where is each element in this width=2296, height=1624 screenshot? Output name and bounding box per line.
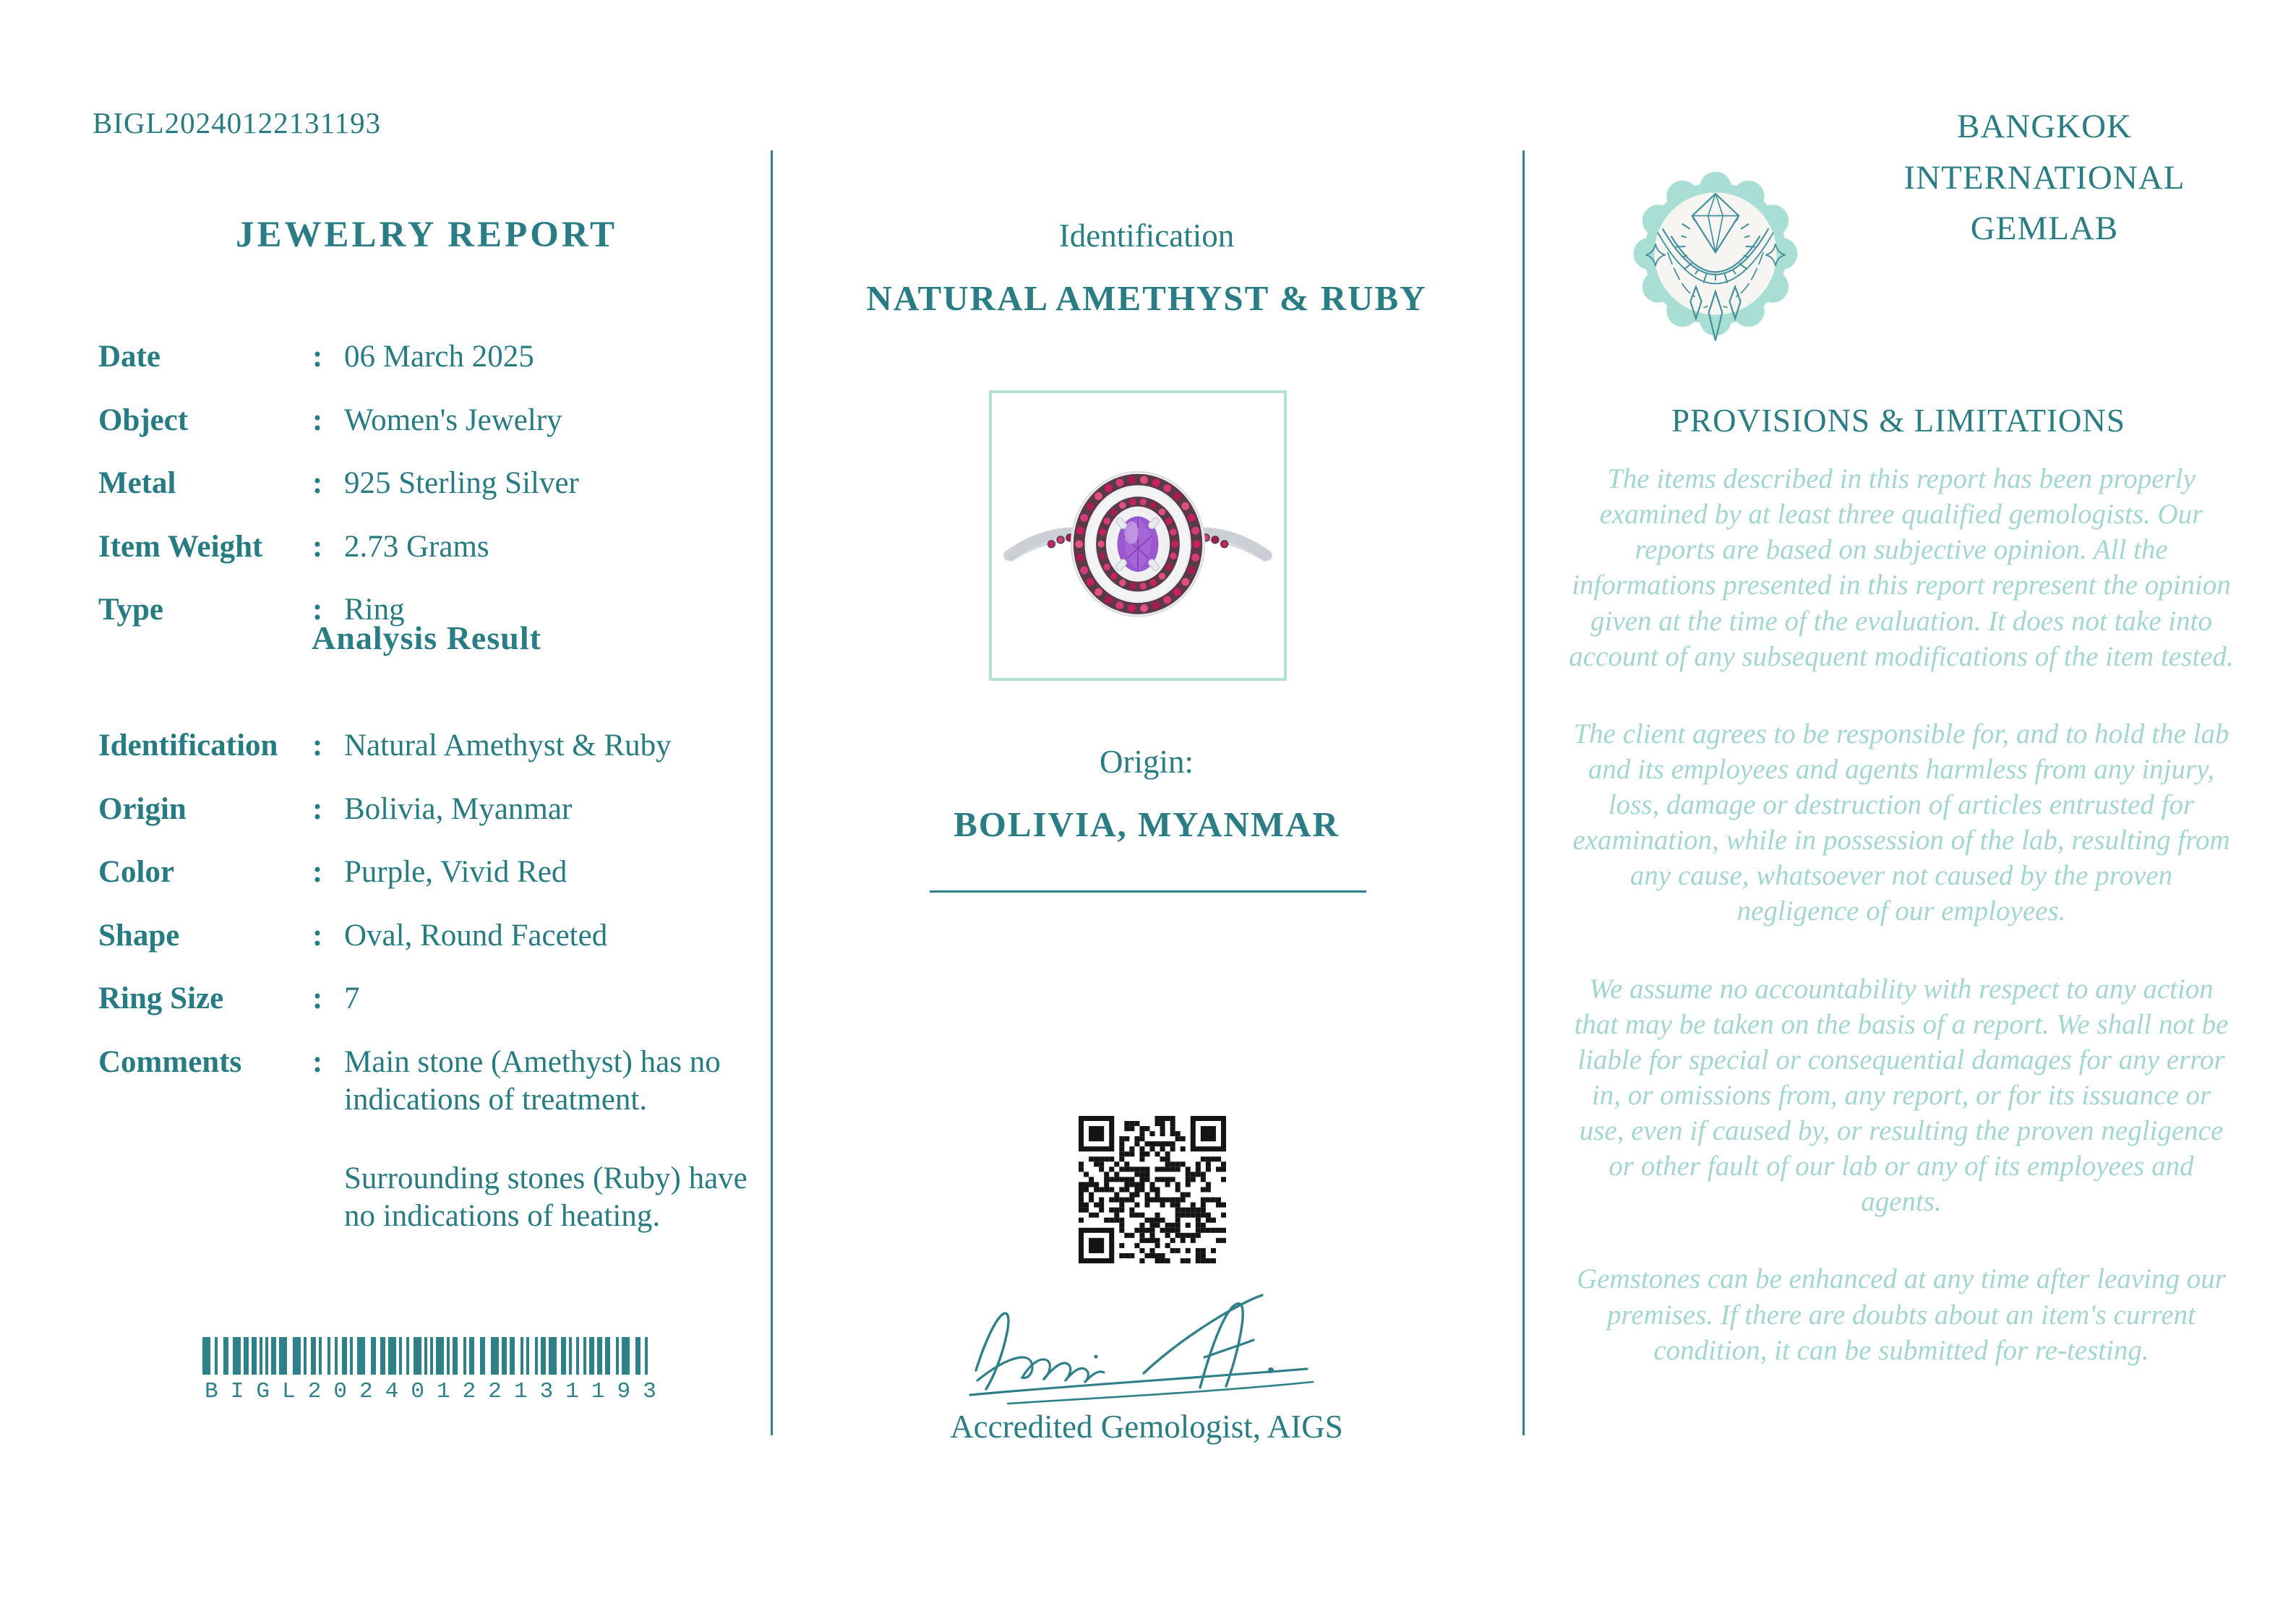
analysis-result-title: Analysis Result (312, 619, 541, 656)
jewelry-photo-frame (989, 390, 1287, 681)
detail-label: Item Weight (98, 529, 263, 564)
lab-name (1813, 101, 2276, 254)
detail-row-date (98, 338, 758, 376)
colon: : (312, 593, 323, 627)
lab-name-line-2: INTERNATIONAL (1903, 158, 2185, 197)
colon: : (312, 403, 323, 437)
origin-underline (930, 890, 1366, 893)
colon: : (312, 340, 323, 374)
analysis-value: Natural Amethyst & Ruby (344, 729, 672, 762)
detail-label: Date (98, 340, 160, 374)
colon: : (312, 1044, 323, 1079)
analysis-value: 7 (344, 981, 360, 1016)
barcode-bars (202, 1337, 671, 1375)
gemologist-signature (954, 1285, 1345, 1408)
origin-heading: Origin: (1100, 744, 1194, 780)
detail-value: 925 Sterling Silver (344, 466, 579, 501)
analysis-row-origin (98, 791, 758, 828)
detail-row-metal (98, 465, 758, 502)
column-divider-left (771, 150, 773, 1435)
analysis-label: Ring Size (98, 981, 224, 1016)
gemologist-title: Accredited Gemologist, AIGS (950, 1409, 1343, 1445)
analysis-label: Identification (98, 729, 278, 762)
analysis-row-identification (98, 727, 758, 765)
analysis-label: Shape (98, 918, 180, 953)
analysis-value (341, 1044, 758, 1234)
analysis-label: Origin (98, 791, 187, 826)
qr-code (1079, 1116, 1226, 1263)
analysis-row-shape (98, 917, 758, 955)
origin-value: BOLIVIA, MYANMAR (954, 804, 1340, 844)
detail-value: 2.73 Grams (344, 529, 489, 564)
analysis-row-color (98, 854, 758, 891)
analysis-label: Comments (98, 1044, 242, 1079)
detail-row-item-weight (98, 528, 758, 566)
report-title: JEWELRY REPORT (236, 215, 617, 255)
analysis-label: Color (98, 855, 175, 890)
colon: : (312, 466, 323, 501)
identification-value: NATURAL AMETHYST & RUBY (866, 278, 1427, 318)
detail-value: 06 March 2025 (344, 340, 534, 374)
detail-value: Women's Jewelry (344, 403, 562, 437)
colon: : (312, 981, 323, 1016)
report-number: BIGL20240122131193 (93, 106, 382, 139)
detail-row-object (98, 402, 758, 439)
detail-label: Metal (98, 466, 176, 501)
analysis-row-ring-size (98, 980, 758, 1018)
detail-label: Object (98, 403, 189, 437)
comments-paragraph-1: Main stone (Amethyst) has no indications of treatment. (344, 1044, 721, 1117)
ring-photo (992, 393, 1284, 678)
barcode (202, 1337, 671, 1404)
provisions-paragraph-4: Gemstones can be enhanced at any time after leaving our premises. If there are doubts about an item's current condition, it can be submitted for re-testing. (1577, 1263, 2226, 1366)
lab-name-line-3: GEMLAB (1970, 210, 2119, 247)
colon: : (312, 529, 323, 564)
column-divider-right (1522, 150, 1525, 1435)
detail-label: Type (98, 593, 163, 627)
provisions-text (1569, 461, 2234, 1410)
colon: : (312, 791, 323, 826)
analysis-value: Purple, Vivid Red (344, 855, 567, 890)
analysis-table (98, 727, 758, 1260)
analysis-value: Bolivia, Myanmar (344, 791, 573, 826)
detail-value: Ring (344, 593, 405, 627)
gemlab-logo (1624, 162, 1807, 345)
provisions-paragraph-1: The items described in this report has been properly examined by at least three qualified gemologists. Our reports are based on subjective opinion. All the informations presented in this report represent the opinion given at the time of the evaluation. It does not take into account of any subsequent modifications of the item tested. (1569, 463, 2234, 672)
details-table (98, 338, 758, 655)
lab-name-line-1: BANGKOK (1957, 108, 2132, 145)
colon: : (312, 918, 323, 953)
comments-paragraph-2: Surrounding stones (Ruby) have no indications of heating. (344, 1161, 748, 1233)
identification-heading: Identification (1058, 218, 1235, 254)
provisions-title: PROVISIONS & LIMITATIONS (1671, 403, 2125, 439)
provisions-paragraph-2: The client agrees to be responsible for, and to hold the lab and its employees and agents harmless from any injury, loss, damage or destruction of articles entrusted for examination, while in possession of the lab, resulting from any cause, whatsoever not caused by the proven negligence of our employees. (1572, 718, 2230, 927)
colon: : (312, 729, 323, 762)
provisions-paragraph-3: We assume no accountability with respect to any action that may be taken on the basis of a report. We shall not be liable for special or consequential damages for any error in, or omissions from, any report, or for its issuance or use, even if caused by, or resulting the proven negligence or other fault of our lab or any of its employees and agents. (1574, 973, 2229, 1218)
barcode-text: BIGL20240122131193 (205, 1379, 669, 1404)
analysis-value: Oval, Round Faceted (344, 918, 608, 953)
colon: : (312, 855, 323, 890)
analysis-row-comments (98, 1044, 758, 1234)
